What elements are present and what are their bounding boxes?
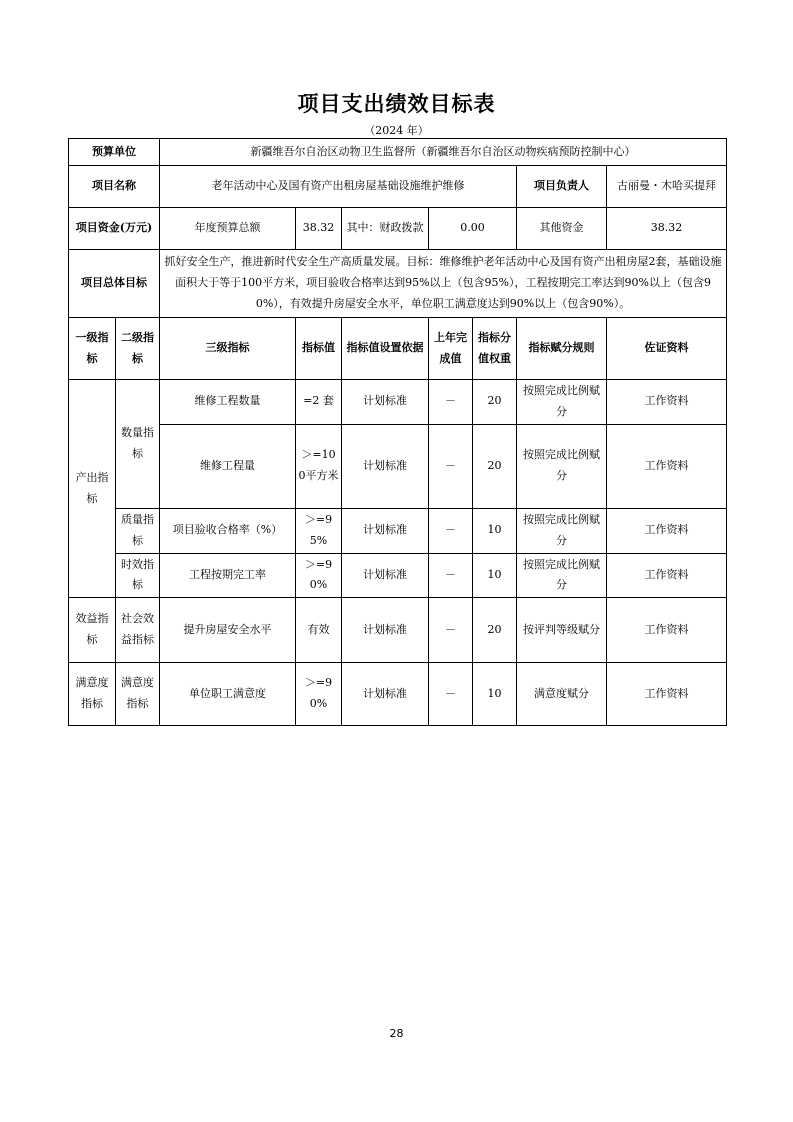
level1-cell: 效益指标: [69, 598, 116, 663]
col-weight: 指标分值权重: [473, 318, 517, 380]
level2-cell: 时效指标: [116, 553, 160, 598]
table-row: [69, 598, 727, 663]
weight-cell: 20: [473, 380, 517, 425]
rule-cell: 按照完成比例赋分: [517, 508, 607, 553]
prev-cell: －: [429, 424, 473, 508]
level1-cell: 产出指标: [69, 380, 116, 598]
basis-cell: 计划标准: [342, 553, 429, 598]
performance-table: [68, 138, 727, 726]
prev-cell: －: [429, 663, 473, 726]
project-name-value: 老年活动中心及国有资产出租房屋基础设施维护维修: [160, 166, 517, 208]
basis-cell: 计划标准: [342, 663, 429, 726]
level2-cell: 社会效益指标: [116, 598, 160, 663]
rule-cell: 按照完成比例赋分: [517, 424, 607, 508]
rule-cell: 满意度赋分: [517, 663, 607, 726]
table-row: [69, 424, 727, 508]
manager-label: 项目负责人: [517, 166, 607, 208]
fiscal-value: 0.00: [429, 208, 517, 250]
weight-cell: 10: [473, 508, 517, 553]
budget-unit-value: 新疆维吾尔自治区动物卫生监督所（新疆维吾尔自治区动物疾病预防控制中心）: [160, 139, 727, 166]
fund-label: 项目资金(万元): [69, 208, 160, 250]
evidence-cell: 工作资料: [607, 424, 727, 508]
table-row: [69, 508, 727, 553]
col-evidence: 佐证资料: [607, 318, 727, 380]
page-number: 28: [389, 1027, 404, 1040]
basis-cell: 计划标准: [342, 598, 429, 663]
level2-cell: 质量指标: [116, 508, 160, 553]
evidence-cell: 工作资料: [607, 663, 727, 726]
prev-cell: －: [429, 598, 473, 663]
prev-cell: －: [429, 508, 473, 553]
evidence-cell: 工作资料: [607, 553, 727, 598]
col-level3: 三级指标: [160, 318, 296, 380]
basis-cell: 计划标准: [342, 380, 429, 425]
value-cell: ＞=90%: [296, 553, 342, 598]
annual-budget-value: 38.32: [296, 208, 342, 250]
other-value: 38.32: [607, 208, 727, 250]
evidence-cell: 工作资料: [607, 598, 727, 663]
col-value: 指标值: [296, 318, 342, 380]
weight-cell: 10: [473, 663, 517, 726]
manager-value: 古丽曼・木哈买提拜: [607, 166, 727, 208]
col-prev: 上年完成值: [429, 318, 473, 380]
table-row: [69, 663, 727, 726]
other-label: 其他资金: [517, 208, 607, 250]
weight-cell: 20: [473, 424, 517, 508]
level1-cell: 满意度指标: [69, 663, 116, 726]
value-cell: ＞=90%: [296, 663, 342, 726]
prev-cell: －: [429, 380, 473, 425]
col-rule: 指标赋分规则: [517, 318, 607, 380]
rule-cell: 按照完成比例赋分: [517, 553, 607, 598]
col-level2: 二级指标: [116, 318, 160, 380]
col-basis: 指标值设置依据: [342, 318, 429, 380]
basis-cell: 计划标准: [342, 508, 429, 553]
level3-cell: 维修工程数量: [160, 380, 296, 425]
goal-value: 抓好安全生产，推进新时代安全生产高质量发展。目标：维修维护老年活动中心及国有资产出租房屋2套，基础设施面积大于等于100平方米，项目验收合格率达到95%以上（包含95%），工程按期完工率达到90%以上（包含90%），有效提升房屋安全水平，单位职工满意度达到90%以上（包含90%）。: [160, 250, 727, 318]
value-cell: 有效: [296, 598, 342, 663]
evidence-cell: 工作资料: [607, 508, 727, 553]
table-row: [69, 553, 727, 598]
rule-cell: 按照完成比例赋分: [517, 380, 607, 425]
page-title: 项目支出绩效目标表: [297, 92, 496, 116]
fiscal-label: 其中：财政拨款: [342, 208, 429, 250]
annual-budget-label: 年度预算总额: [160, 208, 296, 250]
level3-cell: 工程按期完工率: [160, 553, 296, 598]
value-cell: =2 套: [296, 380, 342, 425]
year-label: （2024 年）: [364, 124, 429, 137]
table-row: [69, 380, 727, 425]
rule-cell: 按评判等级赋分: [517, 598, 607, 663]
value-cell: ＞=100平方米: [296, 424, 342, 508]
level2-cell: 数量指标: [116, 380, 160, 509]
budget-unit-label: 预算单位: [69, 139, 160, 166]
evidence-cell: 工作资料: [607, 380, 727, 425]
weight-cell: 20: [473, 598, 517, 663]
value-cell: ＞=95%: [296, 508, 342, 553]
level3-cell: 维修工程量: [160, 424, 296, 508]
level3-cell: 提升房屋安全水平: [160, 598, 296, 663]
level3-cell: 单位职工满意度: [160, 663, 296, 726]
weight-cell: 10: [473, 553, 517, 598]
level3-cell: 项目验收合格率（%）: [160, 508, 296, 553]
project-name-label: 项目名称: [69, 166, 160, 208]
basis-cell: 计划标准: [342, 424, 429, 508]
col-level1: 一级指标: [69, 318, 116, 380]
level2-cell: 满意度指标: [116, 663, 160, 726]
goal-label: 项目总体目标: [69, 250, 160, 318]
prev-cell: －: [429, 553, 473, 598]
